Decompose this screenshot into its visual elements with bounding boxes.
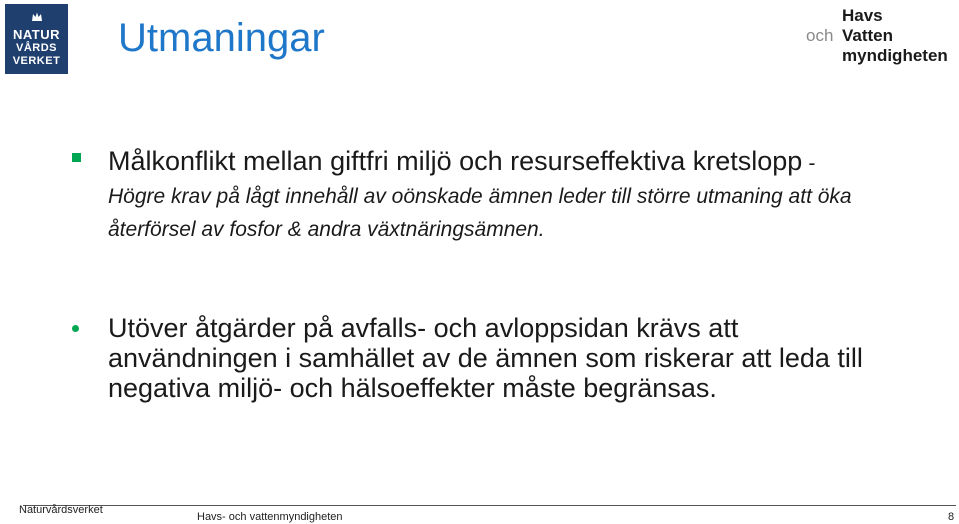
logo-text-line2: VÅRDS (15, 42, 57, 54)
slide-title: Utmaningar (118, 16, 325, 60)
havs-och-vattenmyndigheten-logo (806, 6, 956, 68)
logo-havs: Havs (842, 6, 883, 25)
bullet-2-text: Utöver åtgärder på avfalls- och avloppsidan krävs att användningen i samhället av de ämnen som riskerar att leda till negativa miljö- och hälsoeffekter måste begränsas. (108, 313, 863, 403)
bullet-dot-icon (72, 325, 79, 332)
footer-divider (23, 505, 956, 506)
bullet-1-separator: - (802, 152, 816, 175)
bullet-1-text (108, 146, 868, 245)
logo-text-line3: VERKET (12, 55, 61, 67)
footer-org: Naturvårdsverket (19, 504, 103, 516)
logo-och: och (806, 26, 834, 45)
footer-center-org: Havs- och vattenmyndigheten (197, 511, 343, 523)
bullet-1-main: Målkonflikt mellan giftfri miljö och resurseffektiva kretslopp (108, 146, 803, 176)
logo-vatten: Vatten (842, 26, 894, 45)
bullet-1-italic: Högre krav på lågt innehåll av oönskade ämnen leder till större utmaning att öka återförsel av fosfor & andra växtnäringsämnen. (108, 185, 852, 241)
logo-text-line1: NATUR (12, 27, 61, 42)
crown-icon (31, 11, 43, 23)
page-number: 8 (948, 511, 955, 523)
logo-myndigheten: myndigheten (842, 46, 948, 65)
bullet-square-icon (72, 153, 81, 162)
naturvardsverket-logo (5, 4, 68, 74)
